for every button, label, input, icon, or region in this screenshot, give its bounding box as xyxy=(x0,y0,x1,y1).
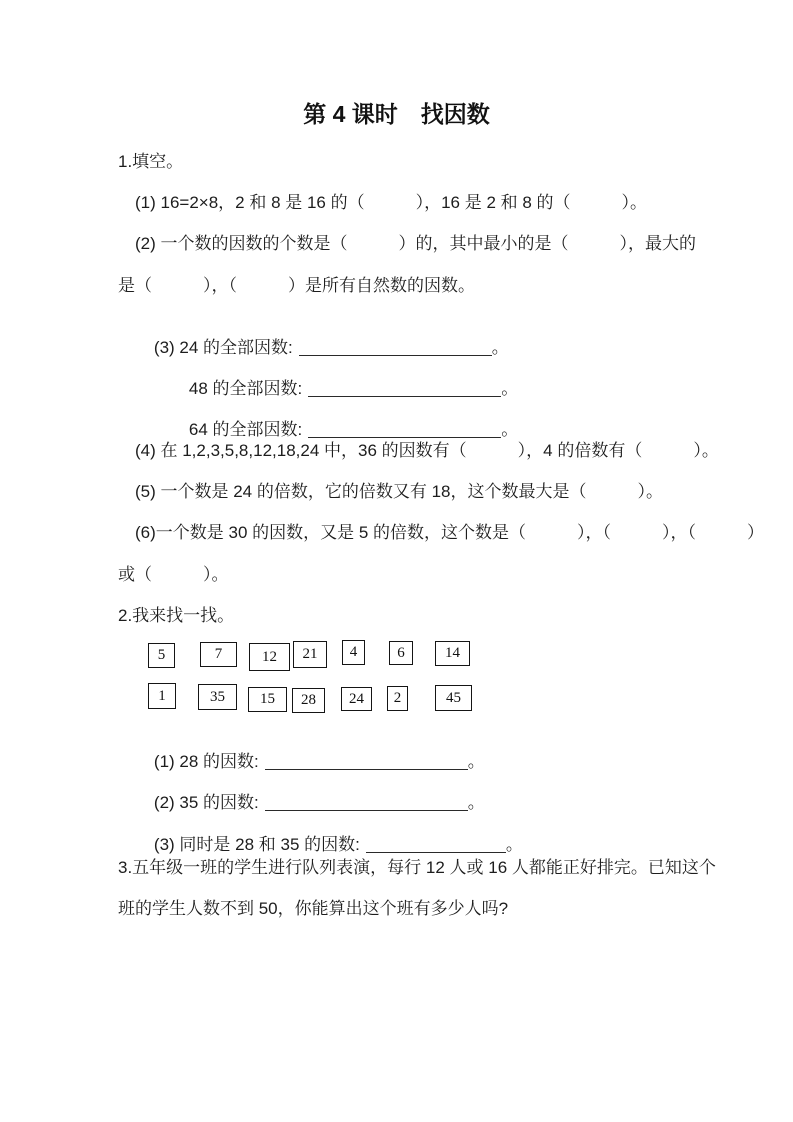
q2-item-1-label: (1) 28 的因数: xyxy=(153,752,259,771)
period: 。 xyxy=(467,752,485,771)
q1-item-3-64-label: 64 的全部因数: xyxy=(188,420,303,439)
number-box: 6 xyxy=(389,641,413,665)
q3-line1: 3.五年级一班的学生进行队列表演，每行 12 人或 16 人都能正好排完。已知这个 xyxy=(118,858,716,877)
period: 。 xyxy=(505,835,523,854)
q2-item-2-label: (2) 35 的因数: xyxy=(153,793,259,812)
number-box: 35 xyxy=(198,684,237,710)
q1-item-4: (4) 在 1,2,3,5,8,12,18,24 中，36 的因数有（ ），4 的倍数有（ ）。 xyxy=(135,441,719,460)
period: 。 xyxy=(501,420,519,439)
answer-blank-line xyxy=(265,796,468,811)
number-box: 24 xyxy=(341,687,372,711)
number-box: 21 xyxy=(293,641,327,668)
q1-item-1: (1) 16=2×8，2 和 8 是 16 的（ ），16 是 2 和 8 的（ ）。 xyxy=(135,193,648,212)
number-box: 12 xyxy=(249,643,290,671)
number-box: 28 xyxy=(292,688,325,713)
worksheet-title: 第 4 课时 找因数 xyxy=(303,101,490,127)
q1-item-6-line1: (6)一个数是 30 的因数，又是 5 的倍数，这个数是（ ），（ ），（ ） xyxy=(135,523,765,542)
period: 。 xyxy=(467,793,485,812)
q1-item-3-48-label: 48 的全部因数: xyxy=(188,379,303,398)
q1-item-6-line2: 或（ ）。 xyxy=(118,565,229,584)
number-box: 7 xyxy=(200,642,237,667)
number-box: 14 xyxy=(435,641,470,666)
period: 。 xyxy=(491,338,509,357)
q1-item-2-line2: 是（ ），（ ）是所有自然数的因数。 xyxy=(118,276,475,295)
q1-item-2-line1: (2) 一个数的因数的个数是（ ）的，其中最小的是（ ），最大的 xyxy=(135,234,696,253)
q1-item-5: (5) 一个数是 24 的倍数，它的倍数又有 18，这个数最大是（ ）。 xyxy=(135,482,663,501)
number-box: 45 xyxy=(435,685,472,711)
number-box: 1 xyxy=(148,683,176,709)
number-box: 15 xyxy=(248,687,287,712)
number-box: 4 xyxy=(342,640,365,665)
answer-blank-line xyxy=(265,755,468,770)
answer-blank-line xyxy=(299,341,492,356)
period: 。 xyxy=(501,379,519,398)
number-box: 5 xyxy=(148,643,175,668)
q1-item-3-24-label: (3) 24 的全部因数: xyxy=(153,338,293,357)
answer-blank-line xyxy=(366,838,506,853)
q2-heading: 2.我来找一找。 xyxy=(118,606,235,625)
q3-line2: 班的学生人数不到 50，你能算出这个班有多少人吗? xyxy=(118,899,509,918)
number-box: 2 xyxy=(387,686,408,711)
answer-blank-line xyxy=(308,423,501,438)
q2-item-3-label: (3) 同时是 28 和 35 的因数: xyxy=(153,835,360,854)
q1-heading: 1.填空。 xyxy=(118,152,184,171)
answer-blank-line xyxy=(308,382,501,397)
